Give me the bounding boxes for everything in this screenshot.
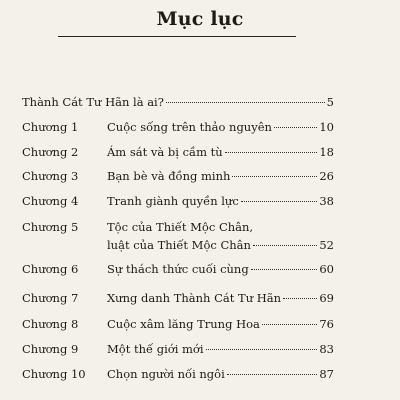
toc-entry-page: 83 [319, 342, 334, 356]
chapter-label: Chương 9 [22, 342, 79, 356]
toc-entry-text: Cuộc xâm lăng Trung Hoa [107, 317, 260, 331]
toc-entry-text: Ám sát và bị cầm tù [107, 145, 223, 159]
toc-entry-text: Chọn người nối ngôi [107, 367, 225, 381]
toc-entry-page: 60 [319, 262, 334, 276]
dot-leader [232, 176, 317, 177]
chapter-label: Chương 8 [22, 317, 79, 331]
toc-entry-page: 52 [319, 238, 334, 252]
toc-entry-intro [22, 95, 334, 109]
dot-leader [206, 349, 318, 350]
toc-entry-page: 10 [319, 120, 334, 134]
toc-entry-text: Bạn bè và đồng minh [107, 169, 231, 183]
toc-entry-page: 26 [319, 169, 334, 183]
dot-leader [274, 127, 317, 128]
toc-entry-text: Cuộc sống trên thảo nguyên [107, 120, 272, 134]
page-title: Mục lục [156, 8, 244, 30]
dot-leader [227, 374, 318, 375]
chapter-label: Chương 1 [22, 120, 79, 134]
toc-entry-page: 5 [326, 95, 334, 109]
title-divider [58, 36, 296, 37]
toc-entry-text-line-2: luật của Thiết Mộc Chân [107, 238, 251, 252]
dot-leader [251, 269, 318, 270]
toc-entry-page: 76 [319, 317, 334, 331]
chapter-label: Chương 2 [22, 145, 79, 159]
toc-entry-page: 38 [319, 194, 334, 208]
toc-entry-page: 69 [319, 291, 334, 305]
dot-leader [262, 324, 317, 325]
toc-entry-text: Xưng danh Thành Cát Tư Hãn [107, 291, 282, 305]
toc-entry-text: Tranh giành quyền lực [107, 194, 239, 208]
chapter-label: Chương 4 [22, 194, 79, 208]
chapter-label: Chương 10 [22, 367, 86, 381]
dot-leader [225, 152, 318, 153]
toc-entry-text: Một thế giới mới [107, 342, 204, 356]
dot-leader [253, 245, 317, 246]
chapter-label: Chương 6 [22, 262, 79, 276]
chapter-label: Chương 5 [22, 220, 79, 234]
toc-entry-text: Thành Cát Tư Hãn là ai? [22, 95, 164, 109]
chapter-label: Chương 7 [22, 291, 79, 305]
toc-entry-page: 18 [319, 145, 334, 159]
dot-leader [166, 102, 325, 103]
dot-leader [283, 298, 317, 299]
toc-entry-text-line-1: Tộc của Thiết Mộc Chân, [107, 220, 254, 234]
toc-entry-page: 87 [319, 367, 334, 381]
chapter-label: Chương 3 [22, 169, 79, 183]
toc-entry-text: Sự thách thức cuối cùng [107, 262, 249, 276]
dot-leader [241, 201, 318, 202]
